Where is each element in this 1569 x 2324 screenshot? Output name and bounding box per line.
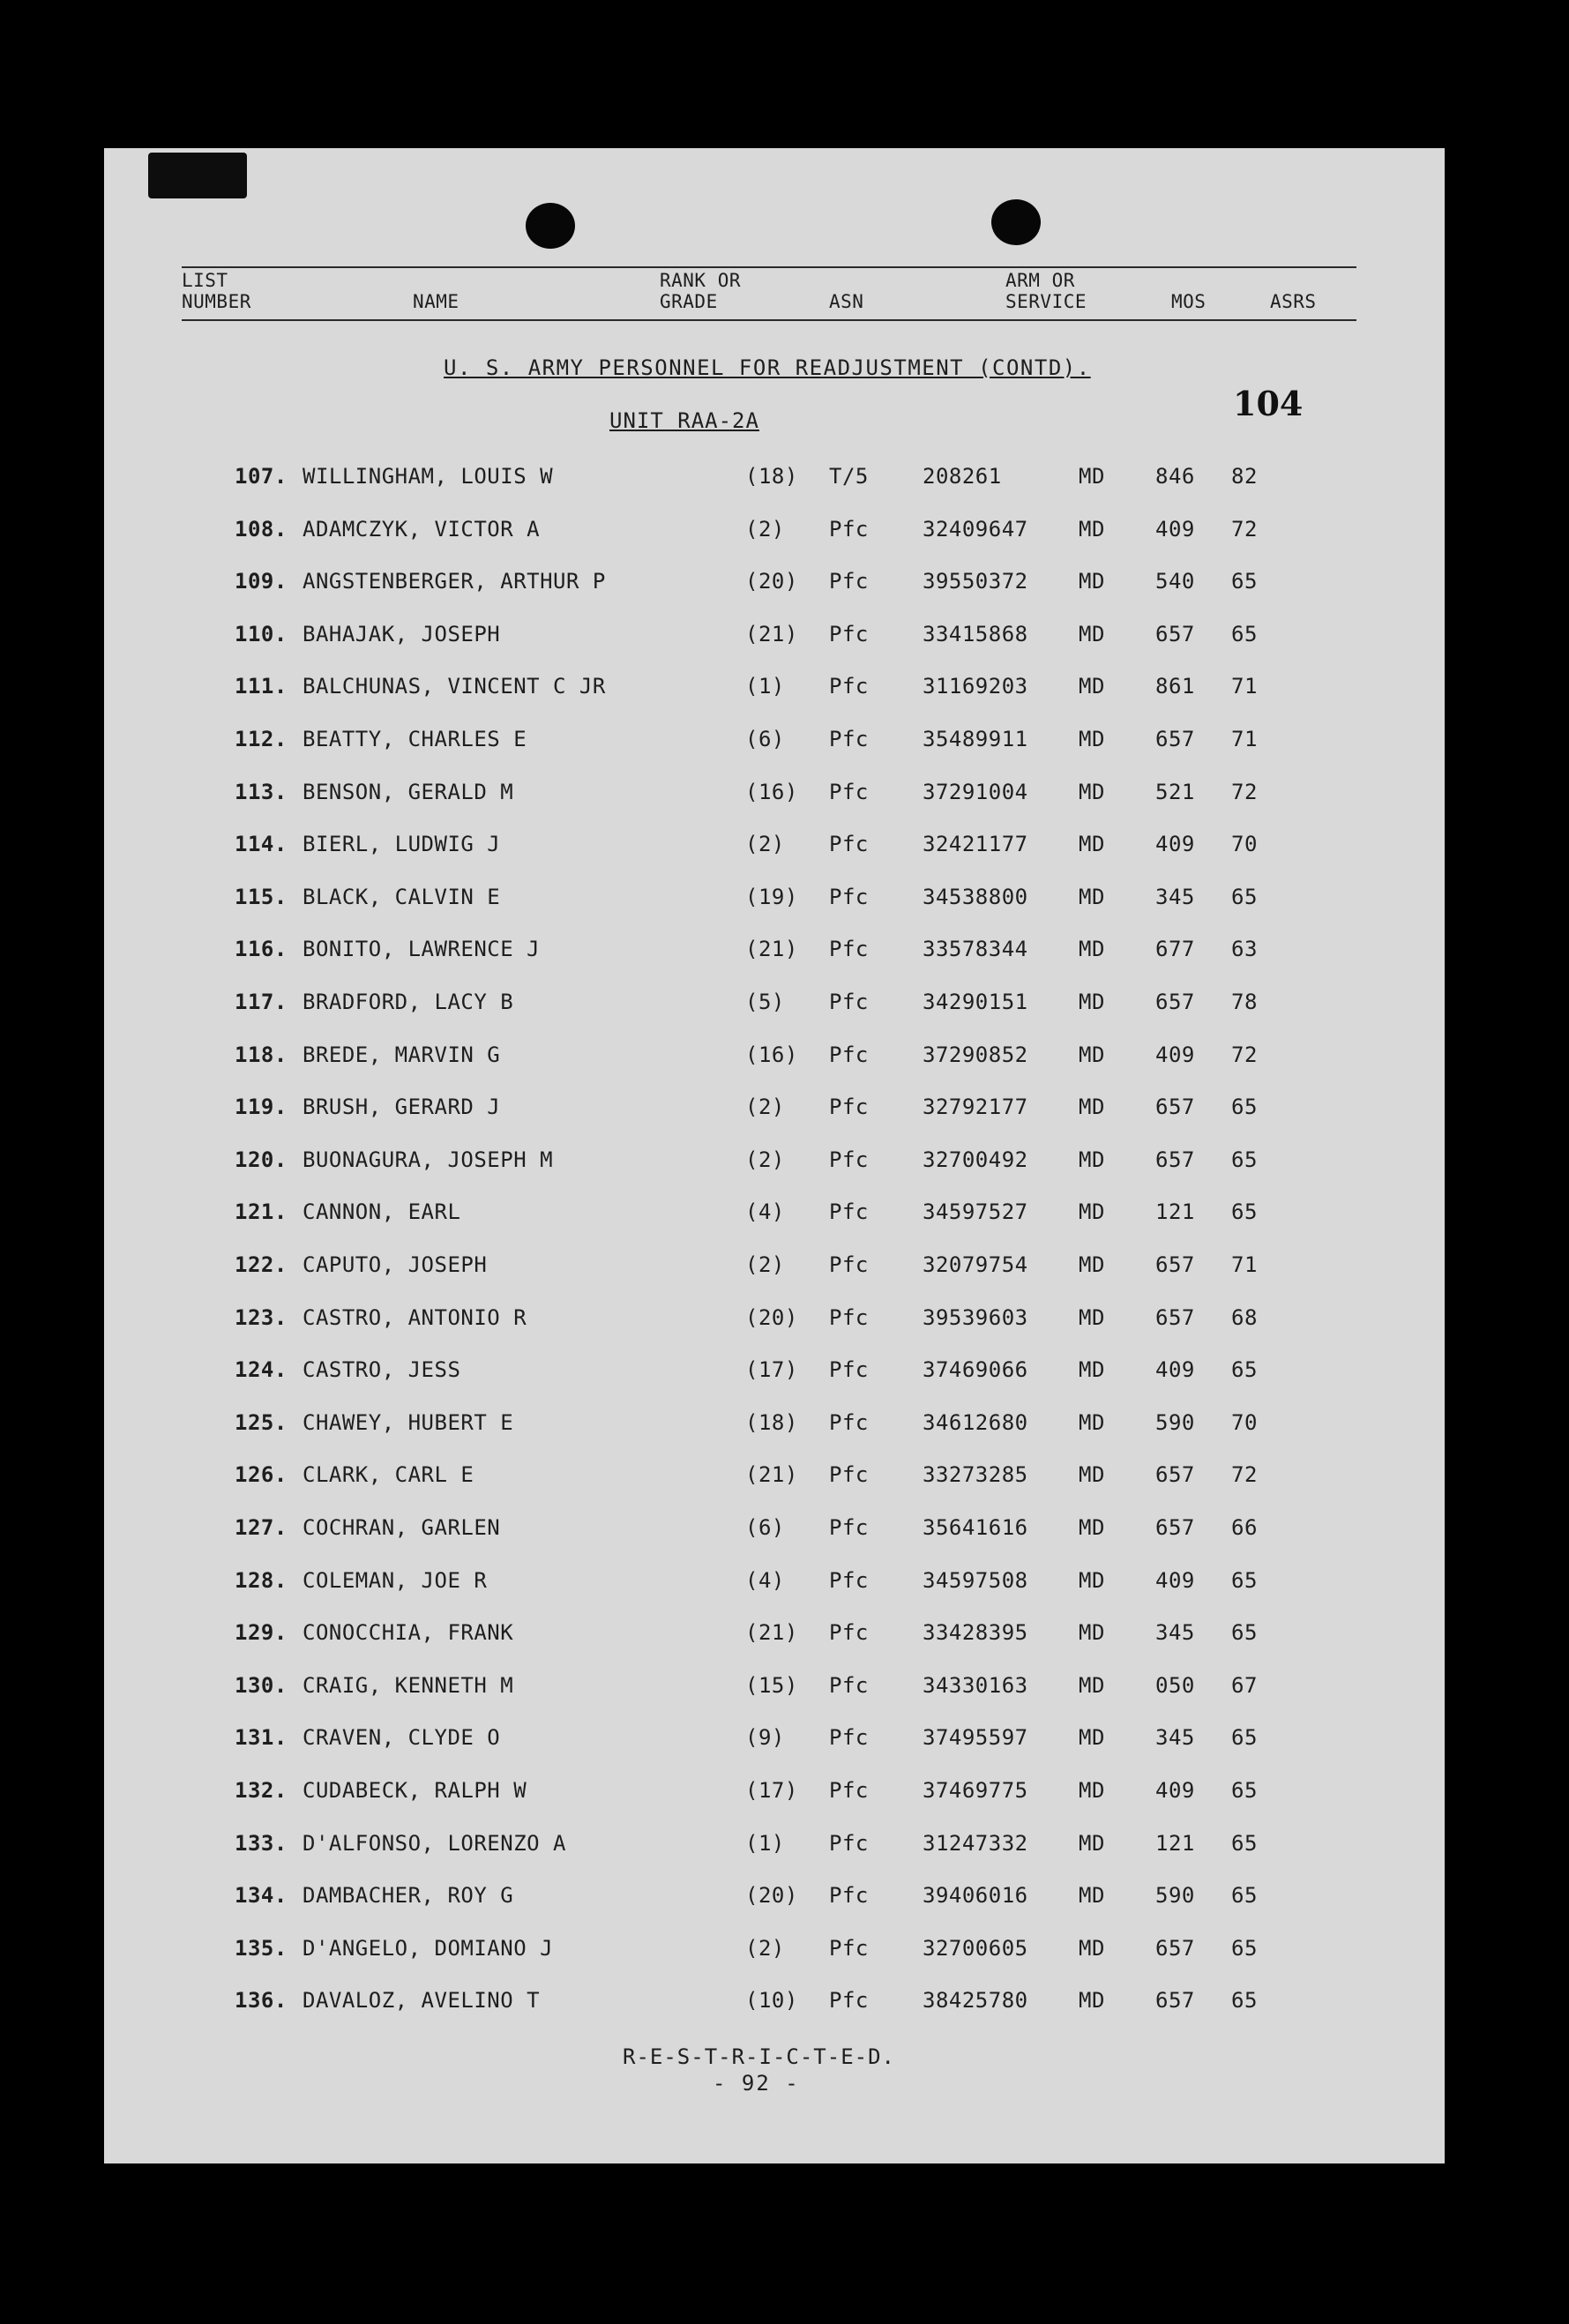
cell-grade: Pfc — [829, 1305, 869, 1330]
cell-mos: 409 — [1155, 1042, 1195, 1067]
cell-asrs: 71 — [1231, 1252, 1258, 1277]
cell-state: (21) — [745, 1620, 798, 1645]
restricted-footer: R-E-S-T-R-I-C-T-E-D. — [623, 2044, 895, 2069]
cell-no: 115. — [235, 885, 288, 909]
cell-arm: MD — [1079, 1042, 1105, 1067]
cell-grade: Pfc — [829, 1725, 869, 1750]
cell-state: (2) — [745, 832, 785, 856]
cell-asn: 32792177 — [923, 1095, 1028, 1119]
cell-name: D'ALFONSO, LORENZO A — [303, 1831, 566, 1856]
table-row — [104, 1410, 1445, 1446]
table-row — [104, 1147, 1445, 1183]
cell-no: 111. — [235, 674, 288, 699]
cell-asn: 32700605 — [923, 1936, 1028, 1961]
cell-no: 113. — [235, 780, 288, 804]
cell-grade: Pfc — [829, 1462, 869, 1487]
table-row — [104, 517, 1445, 552]
cell-grade: Pfc — [829, 727, 869, 751]
table-row — [104, 885, 1445, 920]
cell-asrs: 65 — [1231, 1936, 1258, 1961]
cell-no: 129. — [235, 1620, 288, 1645]
cell-grade: Pfc — [829, 1883, 869, 1908]
cell-asrs: 65 — [1231, 1988, 1258, 2013]
cell-no: 117. — [235, 990, 288, 1014]
cell-asn: 34538800 — [923, 885, 1028, 909]
cell-grade: Pfc — [829, 1410, 869, 1435]
table-row — [104, 1883, 1445, 1918]
cell-asrs: 71 — [1231, 727, 1258, 751]
cell-name: CANNON, EARL — [303, 1199, 461, 1224]
header-asn: ASN — [829, 291, 864, 312]
cell-arm: MD — [1079, 727, 1105, 751]
cell-asn: 37469066 — [923, 1357, 1028, 1382]
cell-mos: 521 — [1155, 780, 1195, 804]
table-row — [104, 1515, 1445, 1551]
cell-grade: Pfc — [829, 1095, 869, 1119]
cell-no: 110. — [235, 622, 288, 646]
cell-no: 133. — [235, 1831, 288, 1856]
cell-mos: 657 — [1155, 1462, 1195, 1487]
cell-asrs: 70 — [1231, 832, 1258, 856]
cell-state: (16) — [745, 1042, 798, 1067]
cell-grade: Pfc — [829, 1357, 869, 1382]
cell-name: ADAMCZYK, VICTOR A — [303, 517, 541, 542]
table-row — [104, 937, 1445, 972]
cell-grade: Pfc — [829, 569, 869, 594]
cell-asn: 39406016 — [923, 1883, 1028, 1908]
cell-grade: Pfc — [829, 1252, 869, 1277]
cell-grade: Pfc — [829, 1199, 869, 1224]
cell-no: 125. — [235, 1410, 288, 1435]
cell-name: BIERL, LUDWIG J — [303, 832, 501, 856]
cell-no: 130. — [235, 1673, 288, 1698]
cell-mos: 345 — [1155, 1620, 1195, 1645]
cell-state: (20) — [745, 569, 798, 594]
document-page — [104, 148, 1445, 2163]
table-row — [104, 1778, 1445, 1813]
cell-grade: Pfc — [829, 1778, 869, 1803]
cell-state: (18) — [745, 464, 798, 489]
cell-asrs: 65 — [1231, 1725, 1258, 1750]
table-row — [104, 1095, 1445, 1130]
table-row — [104, 1831, 1445, 1866]
cell-no: 109. — [235, 569, 288, 594]
cell-name: CRAVEN, CLYDE O — [303, 1725, 501, 1750]
cell-no: 118. — [235, 1042, 288, 1067]
cell-name: CASTRO, JESS — [303, 1357, 461, 1382]
cell-asn: 37495597 — [923, 1725, 1028, 1750]
cell-name: D'ANGELO, DOMIANO J — [303, 1936, 554, 1961]
cell-state: (1) — [745, 1831, 785, 1856]
cell-state: (5) — [745, 990, 785, 1014]
table-row — [104, 1199, 1445, 1235]
cell-asn: 33578344 — [923, 937, 1028, 961]
cell-name: WILLINGHAM, LOUIS W — [303, 464, 554, 489]
cell-mos: 409 — [1155, 1568, 1195, 1593]
cell-asn: 33415868 — [923, 622, 1028, 646]
cell-arm: MD — [1079, 1568, 1105, 1593]
cell-asn: 34612680 — [923, 1410, 1028, 1435]
cell-arm: MD — [1079, 1778, 1105, 1803]
cell-asrs: 66 — [1231, 1515, 1258, 1540]
cell-no: 108. — [235, 517, 288, 542]
cell-asn: 32700492 — [923, 1147, 1028, 1172]
cell-state: (6) — [745, 1515, 785, 1540]
cell-asn: 32079754 — [923, 1252, 1028, 1277]
table-row — [104, 1725, 1445, 1760]
cell-asrs: 65 — [1231, 1568, 1258, 1593]
cell-arm: MD — [1079, 517, 1105, 542]
cell-state: (21) — [745, 622, 798, 646]
cell-grade: Pfc — [829, 1568, 869, 1593]
cell-asn: 33428395 — [923, 1620, 1028, 1645]
cell-grade: Pfc — [829, 990, 869, 1014]
cell-asrs: 72 — [1231, 1462, 1258, 1487]
cell-asn: 37469775 — [923, 1778, 1028, 1803]
cell-mos: 657 — [1155, 990, 1195, 1014]
cell-name: ANGSTENBERGER, ARTHUR P — [303, 569, 606, 594]
cell-mos: 657 — [1155, 1252, 1195, 1277]
cell-name: DAMBACHER, ROY G — [303, 1883, 514, 1908]
cell-arm: MD — [1079, 832, 1105, 856]
cell-arm: MD — [1079, 1095, 1105, 1119]
cell-grade: Pfc — [829, 832, 869, 856]
cell-name: CAPUTO, JOSEPH — [303, 1252, 488, 1277]
cell-state: (2) — [745, 1095, 785, 1119]
cell-no: 128. — [235, 1568, 288, 1593]
cell-asn: 31247332 — [923, 1831, 1028, 1856]
cell-asrs: 63 — [1231, 937, 1258, 961]
cell-mos: 657 — [1155, 1515, 1195, 1540]
cell-name: BREDE, MARVIN G — [303, 1042, 501, 1067]
cell-no: 122. — [235, 1252, 288, 1277]
cell-asn: 34290151 — [923, 990, 1028, 1014]
cell-mos: 657 — [1155, 727, 1195, 751]
cell-mos: 345 — [1155, 885, 1195, 909]
cell-state: (15) — [745, 1673, 798, 1698]
cell-mos: 050 — [1155, 1673, 1195, 1698]
table-row — [104, 1936, 1445, 1971]
table-row — [104, 1988, 1445, 2023]
side-stamp-number: 104 — [1233, 384, 1304, 423]
table-row — [104, 1673, 1445, 1708]
cell-grade: Pfc — [829, 1673, 869, 1698]
cell-mos: 409 — [1155, 832, 1195, 856]
cell-asn: 39539603 — [923, 1305, 1028, 1330]
cell-asrs: 71 — [1231, 674, 1258, 699]
cell-asrs: 65 — [1231, 622, 1258, 646]
unit-heading: UNIT RAA-2A — [609, 408, 759, 433]
cell-asrs: 65 — [1231, 1831, 1258, 1856]
cell-asn: 35489911 — [923, 727, 1028, 751]
cell-name: BEATTY, CHARLES E — [303, 727, 527, 751]
cell-state: (2) — [745, 517, 785, 542]
cell-state: (21) — [745, 1462, 798, 1487]
cell-arm: MD — [1079, 1988, 1105, 2013]
cell-no: 107. — [235, 464, 288, 489]
cell-no: 136. — [235, 1988, 288, 2013]
table-row — [104, 569, 1445, 604]
cell-arm: MD — [1079, 1515, 1105, 1540]
cell-asn: 208261 — [923, 464, 1002, 489]
cell-arm: MD — [1079, 1725, 1105, 1750]
cell-arm: MD — [1079, 1462, 1105, 1487]
cell-state: (2) — [745, 1252, 785, 1277]
cell-name: BAHAJAK, JOSEPH — [303, 622, 501, 646]
cell-mos: 657 — [1155, 1305, 1195, 1330]
cell-asrs: 72 — [1231, 1042, 1258, 1067]
cell-state: (4) — [745, 1568, 785, 1593]
cell-name: COLEMAN, JOE R — [303, 1568, 488, 1593]
cell-asrs: 70 — [1231, 1410, 1258, 1435]
cell-mos: 409 — [1155, 517, 1195, 542]
cell-grade: Pfc — [829, 937, 869, 961]
cell-mos: 121 — [1155, 1199, 1195, 1224]
cell-arm: MD — [1079, 937, 1105, 961]
cell-name: BRADFORD, LACY B — [303, 990, 514, 1014]
cell-no: 132. — [235, 1778, 288, 1803]
cell-arm: MD — [1079, 622, 1105, 646]
header-mos: MOS — [1171, 291, 1207, 312]
cell-mos: 121 — [1155, 1831, 1195, 1856]
header-arm: ARM OR SERVICE — [1005, 270, 1087, 312]
cell-asrs: 65 — [1231, 1620, 1258, 1645]
cell-state: (2) — [745, 1147, 785, 1172]
cell-arm: MD — [1079, 1357, 1105, 1382]
header-rule-top — [182, 266, 1356, 268]
cell-asn: 32409647 — [923, 517, 1028, 542]
cell-asn: 33273285 — [923, 1462, 1028, 1487]
header-list-number: LIST NUMBER — [182, 270, 251, 312]
cell-mos: 345 — [1155, 1725, 1195, 1750]
cell-asn: 39550372 — [923, 569, 1028, 594]
cell-state: (21) — [745, 937, 798, 961]
cell-asrs: 67 — [1231, 1673, 1258, 1698]
cell-arm: MD — [1079, 1831, 1105, 1856]
cell-asrs: 65 — [1231, 1199, 1258, 1224]
cell-no: 135. — [235, 1936, 288, 1961]
cell-asn: 32421177 — [923, 832, 1028, 856]
cell-asrs: 65 — [1231, 569, 1258, 594]
cell-arm: MD — [1079, 674, 1105, 699]
cell-arm: MD — [1079, 780, 1105, 804]
header-rank: RANK OR GRADE — [660, 270, 742, 312]
table-row — [104, 1357, 1445, 1393]
cell-asn: 37291004 — [923, 780, 1028, 804]
cell-name: BUONAGURA, JOSEPH M — [303, 1147, 554, 1172]
table-row — [104, 622, 1445, 657]
table-row — [104, 1568, 1445, 1603]
cell-name: BONITO, LAWRENCE J — [303, 937, 541, 961]
cell-arm: MD — [1079, 464, 1105, 489]
cell-state: (4) — [745, 1199, 785, 1224]
cell-mos: 677 — [1155, 937, 1195, 961]
cell-mos: 846 — [1155, 464, 1195, 489]
cell-arm: MD — [1079, 569, 1105, 594]
cell-no: 112. — [235, 727, 288, 751]
cell-mos: 590 — [1155, 1410, 1195, 1435]
table-row — [104, 832, 1445, 867]
cell-grade: Pfc — [829, 1831, 869, 1856]
table-row — [104, 464, 1445, 499]
table-row — [104, 1305, 1445, 1341]
cell-name: CONOCCHIA, FRANK — [303, 1620, 514, 1645]
cell-mos: 657 — [1155, 1936, 1195, 1961]
cell-arm: MD — [1079, 990, 1105, 1014]
cell-state: (17) — [745, 1778, 798, 1803]
cell-asrs: 65 — [1231, 1883, 1258, 1908]
cell-grade: Pfc — [829, 674, 869, 699]
table-row — [104, 1620, 1445, 1655]
cell-asn: 34597508 — [923, 1568, 1028, 1593]
cell-mos: 657 — [1155, 1988, 1195, 2013]
cell-name: CLARK, CARL E — [303, 1462, 474, 1487]
table-row — [104, 1252, 1445, 1288]
cell-asn: 37290852 — [923, 1042, 1028, 1067]
cell-no: 123. — [235, 1305, 288, 1330]
cell-no: 134. — [235, 1883, 288, 1908]
cell-arm: MD — [1079, 885, 1105, 909]
cell-state: (2) — [745, 1936, 785, 1961]
cell-name: COCHRAN, GARLEN — [303, 1515, 501, 1540]
cell-name: CUDABECK, RALPH W — [303, 1778, 527, 1803]
cell-arm: MD — [1079, 1410, 1105, 1435]
cell-grade: Pfc — [829, 1515, 869, 1540]
page-number: - 92 - — [713, 2071, 800, 2096]
punch-hole-right — [991, 199, 1041, 245]
cell-state: (20) — [745, 1883, 798, 1908]
punch-hole-left — [526, 203, 575, 249]
cell-asn: 31169203 — [923, 674, 1028, 699]
paper-clip-mark — [148, 153, 247, 198]
cell-grade: Pfc — [829, 1620, 869, 1645]
cell-asn: 34597527 — [923, 1199, 1028, 1224]
cell-mos: 409 — [1155, 1357, 1195, 1382]
cell-state: (19) — [745, 885, 798, 909]
cell-grade: T/5 — [829, 464, 869, 489]
cell-arm: MD — [1079, 1252, 1105, 1277]
table-row — [104, 674, 1445, 709]
cell-arm: MD — [1079, 1147, 1105, 1172]
cell-name: CHAWEY, HUBERT E — [303, 1410, 514, 1435]
table-row — [104, 780, 1445, 815]
cell-arm: MD — [1079, 1673, 1105, 1698]
cell-no: 116. — [235, 937, 288, 961]
table-row — [104, 1462, 1445, 1498]
cell-mos: 657 — [1155, 622, 1195, 646]
cell-name: BENSON, GERALD M — [303, 780, 514, 804]
cell-grade: Pfc — [829, 1147, 869, 1172]
cell-asrs: 65 — [1231, 1357, 1258, 1382]
table-row — [104, 1042, 1445, 1078]
cell-no: 114. — [235, 832, 288, 856]
cell-state: (18) — [745, 1410, 798, 1435]
cell-asrs: 65 — [1231, 1095, 1258, 1119]
cell-mos: 657 — [1155, 1095, 1195, 1119]
cell-asrs: 72 — [1231, 780, 1258, 804]
header-rule-bottom — [182, 319, 1356, 321]
cell-state: (6) — [745, 727, 785, 751]
cell-asrs: 78 — [1231, 990, 1258, 1014]
cell-asn: 35641616 — [923, 1515, 1028, 1540]
table-row — [104, 990, 1445, 1025]
cell-asrs: 72 — [1231, 517, 1258, 542]
cell-asrs: 65 — [1231, 885, 1258, 909]
cell-no: 127. — [235, 1515, 288, 1540]
cell-state: (10) — [745, 1988, 798, 2013]
cell-name: DAVALOZ, AVELINO T — [303, 1988, 541, 2013]
cell-mos: 590 — [1155, 1883, 1195, 1908]
table-row — [104, 727, 1445, 762]
cell-state: (16) — [745, 780, 798, 804]
cell-no: 121. — [235, 1199, 288, 1224]
cell-grade: Pfc — [829, 517, 869, 542]
cell-arm: MD — [1079, 1936, 1105, 1961]
cell-mos: 657 — [1155, 1147, 1195, 1172]
cell-grade: Pfc — [829, 885, 869, 909]
cell-state: (1) — [745, 674, 785, 699]
cell-grade: Pfc — [829, 1936, 869, 1961]
cell-arm: MD — [1079, 1620, 1105, 1645]
cell-asrs: 68 — [1231, 1305, 1258, 1330]
cell-grade: Pfc — [829, 1988, 869, 2013]
document-title: U. S. ARMY PERSONNEL FOR READJUSTMENT (CONTD). — [444, 355, 1091, 380]
cell-asrs: 65 — [1231, 1147, 1258, 1172]
cell-grade: Pfc — [829, 622, 869, 646]
cell-mos: 409 — [1155, 1778, 1195, 1803]
cell-arm: MD — [1079, 1883, 1105, 1908]
cell-no: 131. — [235, 1725, 288, 1750]
cell-mos: 540 — [1155, 569, 1195, 594]
cell-asn: 34330163 — [923, 1673, 1028, 1698]
cell-name: BLACK, CALVIN E — [303, 885, 501, 909]
cell-no: 120. — [235, 1147, 288, 1172]
cell-name: CASTRO, ANTONIO R — [303, 1305, 527, 1330]
cell-state: (17) — [745, 1357, 798, 1382]
cell-grade: Pfc — [829, 1042, 869, 1067]
cell-no: 119. — [235, 1095, 288, 1119]
cell-name: CRAIG, KENNETH M — [303, 1673, 514, 1698]
cell-arm: MD — [1079, 1199, 1105, 1224]
cell-state: (20) — [745, 1305, 798, 1330]
cell-asrs: 82 — [1231, 464, 1258, 489]
cell-arm: MD — [1079, 1305, 1105, 1330]
cell-state: (9) — [745, 1725, 785, 1750]
cell-name: BRUSH, GERARD J — [303, 1095, 501, 1119]
header-name: NAME — [413, 291, 459, 312]
cell-no: 126. — [235, 1462, 288, 1487]
cell-grade: Pfc — [829, 780, 869, 804]
header-asrs: ASRS — [1270, 291, 1317, 312]
cell-mos: 861 — [1155, 674, 1195, 699]
cell-name: BALCHUNAS, VINCENT C JR — [303, 674, 606, 699]
cell-no: 124. — [235, 1357, 288, 1382]
cell-asn: 38425780 — [923, 1988, 1028, 2013]
cell-asrs: 65 — [1231, 1778, 1258, 1803]
